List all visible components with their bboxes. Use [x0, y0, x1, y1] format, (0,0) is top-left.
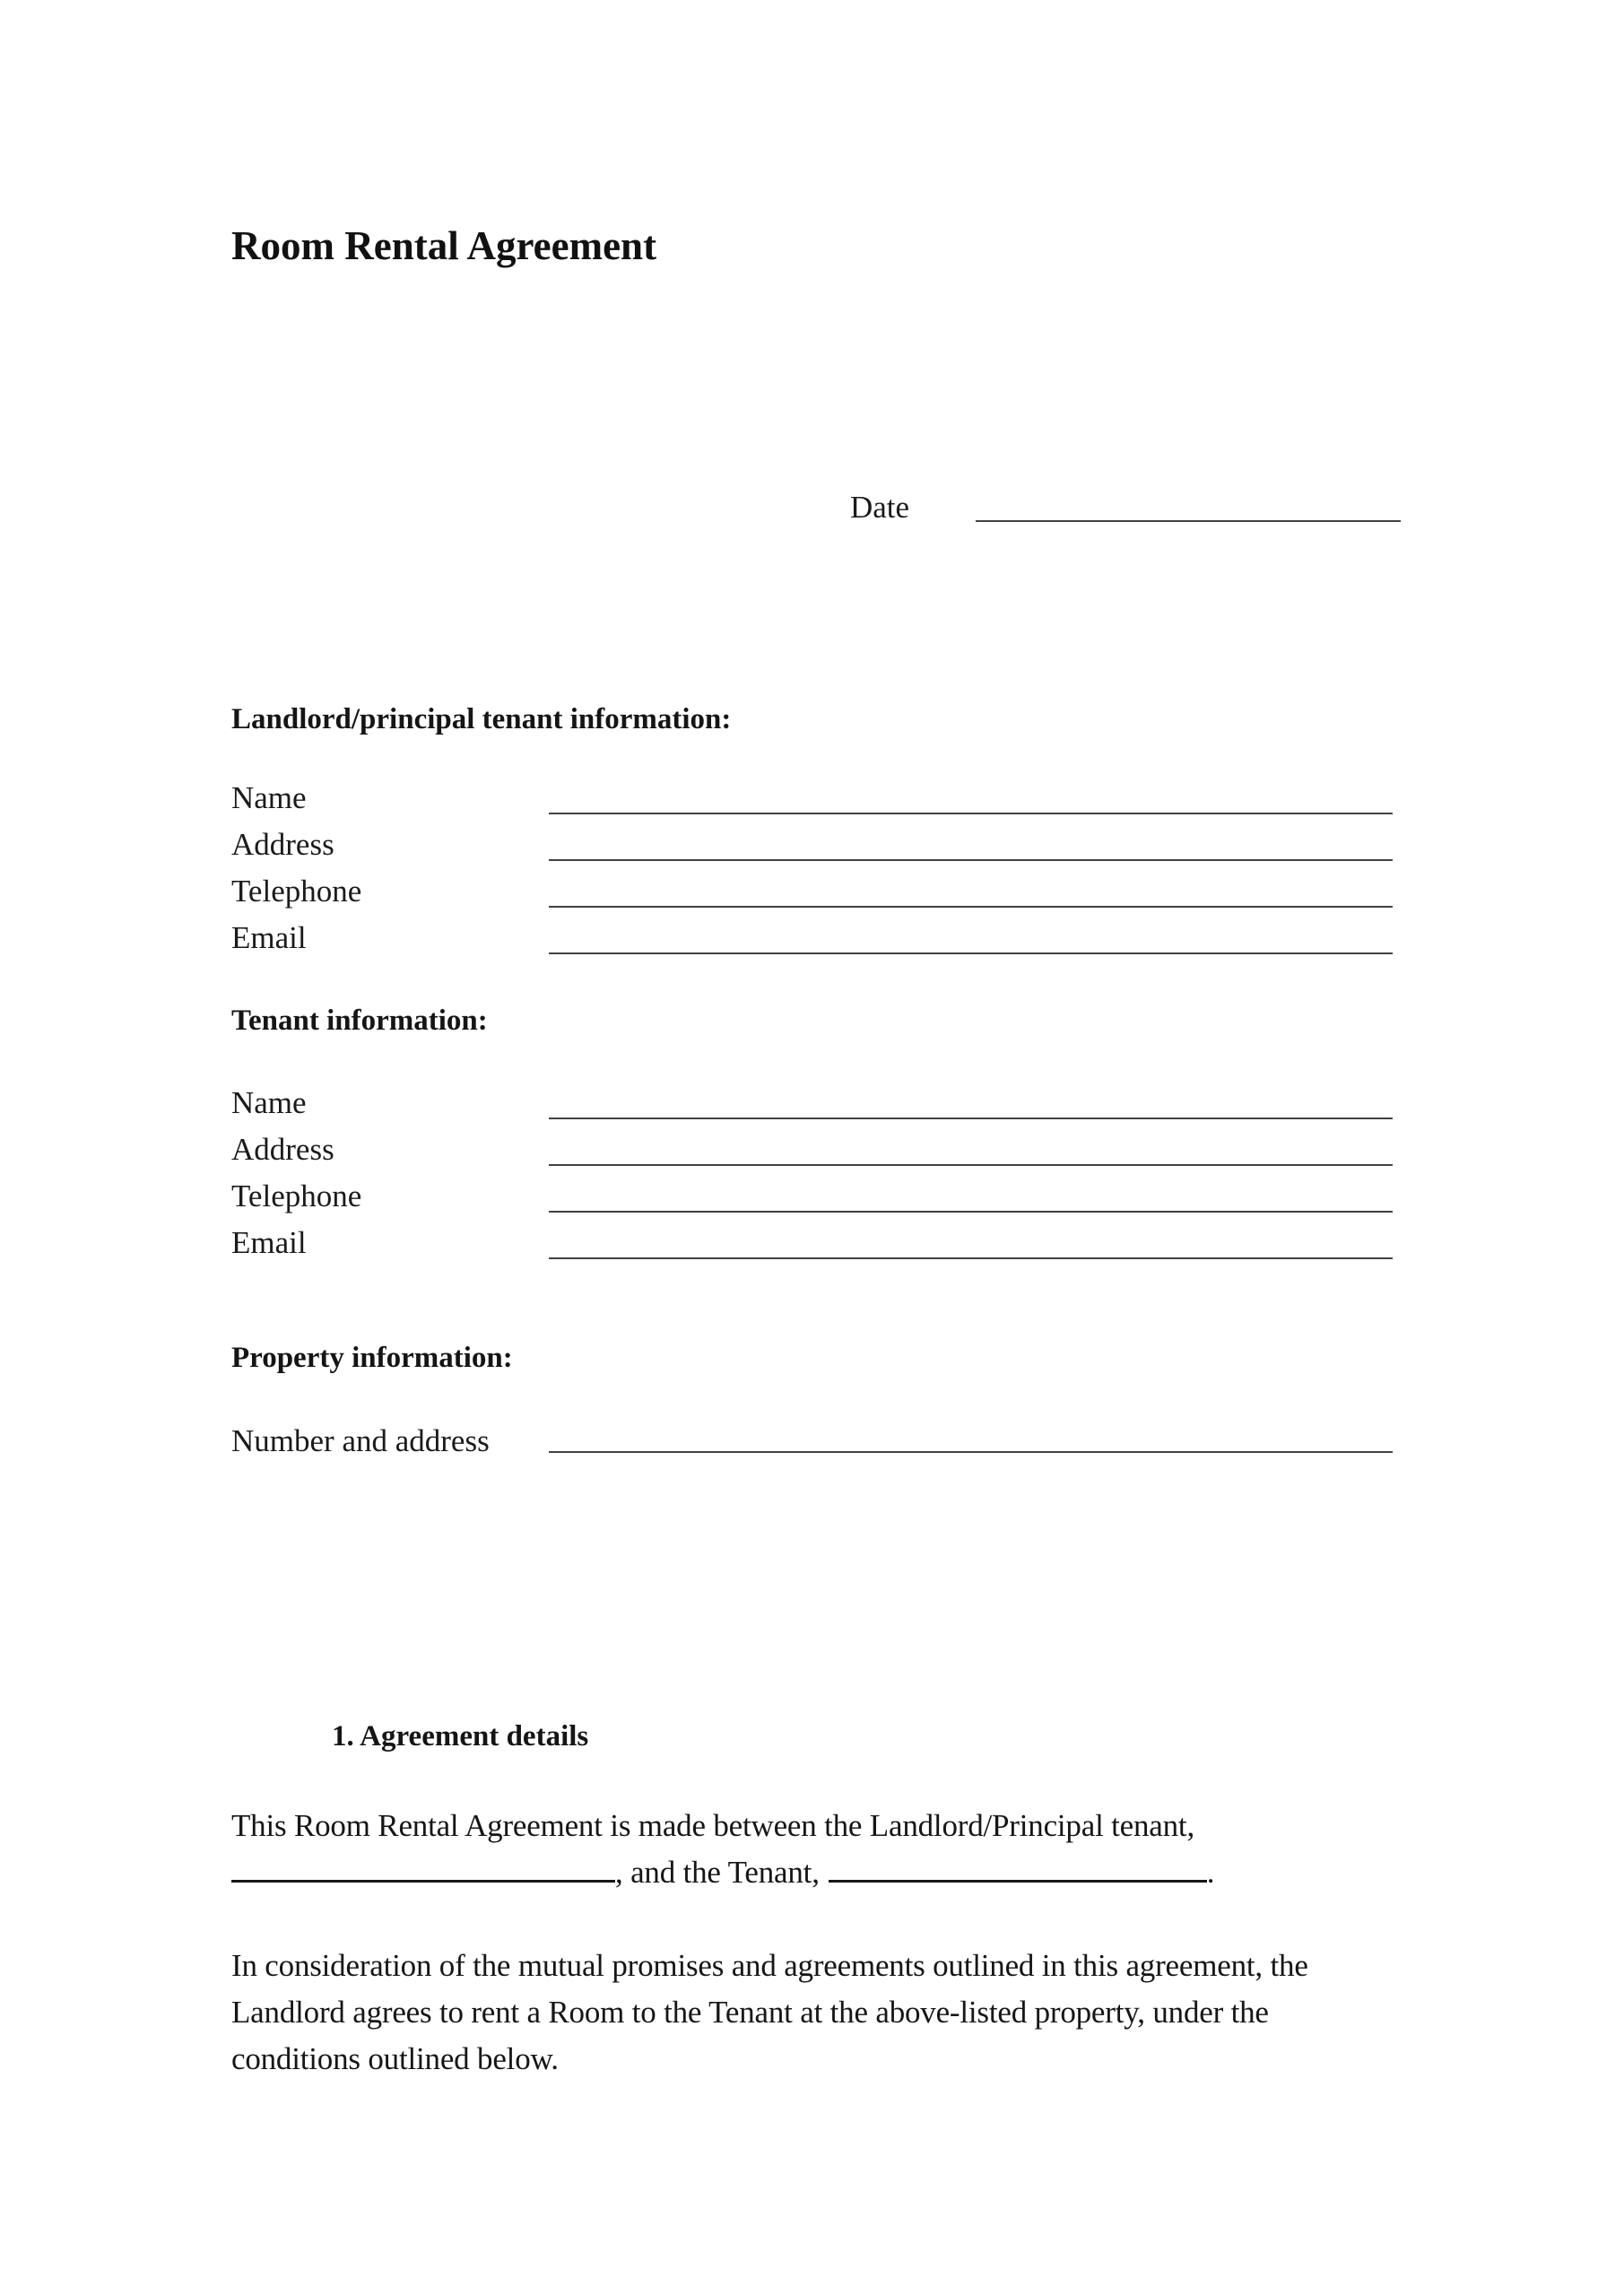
landlord-name-fill-line	[549, 813, 1393, 814]
tenant-address-fill-line	[549, 1164, 1393, 1166]
tenant-email-fill-line	[549, 1257, 1393, 1259]
landlord-telephone-fill-line	[549, 906, 1393, 908]
agreement-paragraph-1-line-1: This Room Rental Agreement is made between the Landlord/Principal tenant,	[231, 1808, 1195, 1843]
landlord-telephone-label: Telephone	[231, 874, 362, 909]
document-title: Room Rental Agreement	[231, 223, 657, 268]
tenant-section-heading: Tenant information:	[231, 1004, 488, 1037]
landlord-name-label: Name	[231, 780, 307, 815]
landlord-email-fill-line	[549, 952, 1393, 954]
landlord-address-fill-line	[549, 859, 1393, 861]
agreement-paragraph-2	[231, 1943, 1415, 2083]
agreement-details-heading: 1. Agreement details	[332, 1720, 589, 1752]
agreement-paragraph-2-line-3: conditions outlined below.	[231, 2041, 559, 2076]
property-section-heading: Property information:	[231, 1342, 513, 1374]
agreement-paragraph-1-line-2	[231, 1849, 1406, 1896]
agreement-paragraph-2-line-1: In consideration of the mutual promises and agreements outlined in this agreement, the	[231, 1948, 1308, 1983]
property-number-address-fill-line	[549, 1451, 1393, 1453]
tenant-address-label: Address	[231, 1132, 334, 1167]
tenant-name-label: Name	[231, 1085, 307, 1120]
date-label: Date	[850, 490, 910, 525]
agreement-paragraph-1-middle-text: , and the Tenant,	[615, 1855, 820, 1890]
landlord-name-blank	[231, 1853, 615, 1883]
agreement-paragraph-2-line-2: Landlord agrees to rent a Room to the Tenant at the above-listed property, under the	[231, 1995, 1269, 2030]
agreement-paragraph-1	[231, 1803, 1406, 1896]
landlord-section-heading: Landlord/principal tenant information:	[231, 703, 732, 735]
date-fill-line	[976, 520, 1401, 522]
tenant-telephone-label: Telephone	[231, 1178, 362, 1213]
agreement-paragraph-1-end-text: .	[1206, 1855, 1215, 1890]
tenant-email-label: Email	[231, 1225, 307, 1260]
landlord-address-label: Address	[231, 827, 334, 862]
tenant-name-blank	[829, 1853, 1207, 1883]
landlord-email-label: Email	[231, 920, 307, 955]
property-number-address-label: Number and address	[231, 1423, 490, 1458]
tenant-name-fill-line	[549, 1118, 1393, 1119]
tenant-telephone-fill-line	[549, 1211, 1393, 1213]
